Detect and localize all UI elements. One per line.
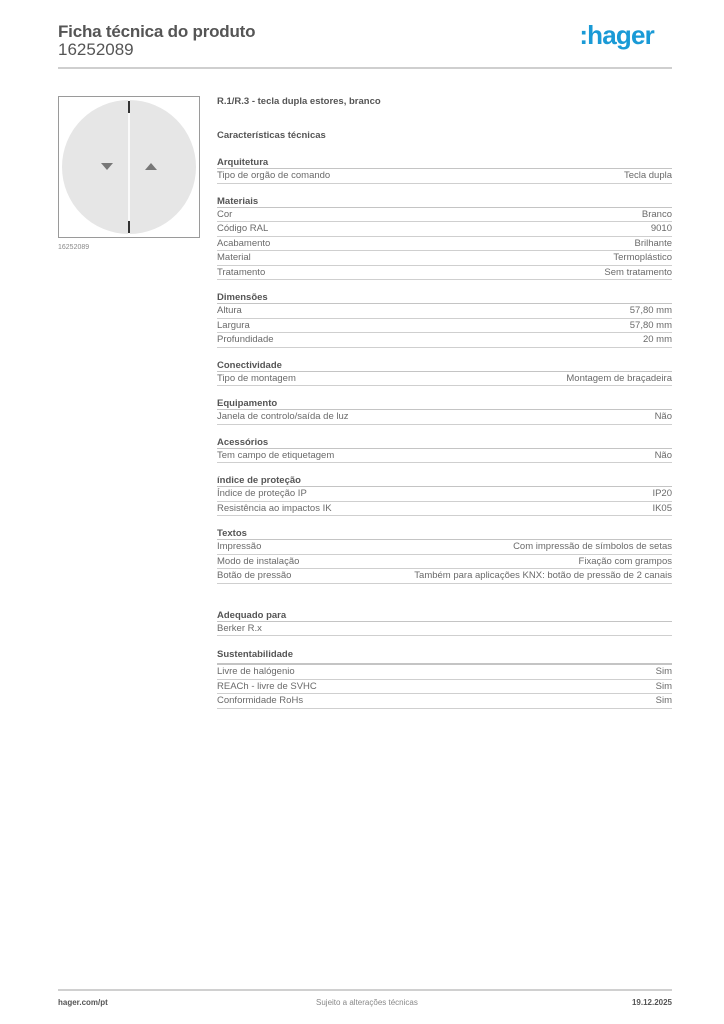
spec-label: Janela de controlo/saída de luz xyxy=(217,411,349,422)
spec-value: IP20 xyxy=(652,488,672,499)
section-title: índice de proteção xyxy=(217,474,672,487)
spec-value: IK05 xyxy=(652,502,672,514)
spec-label: Código RAL xyxy=(217,223,269,234)
spec-row xyxy=(217,169,672,184)
spec-row xyxy=(217,304,672,319)
image-caption: 16252089 xyxy=(58,244,90,251)
spec-label: Profundidade xyxy=(217,334,274,345)
spec-label: Material xyxy=(217,252,251,263)
spec-value: Fixação com grampos xyxy=(578,555,672,567)
spec-row xyxy=(217,680,672,695)
page-title: Ficha técnica do produto xyxy=(58,22,256,41)
spec-value: Com impressão de símbolos de setas xyxy=(513,541,672,552)
section-title: Textos xyxy=(217,527,672,540)
spec-label: Impressão xyxy=(217,541,262,552)
spec-value: 57,80 mm xyxy=(629,319,672,331)
section-title: Acessórios xyxy=(217,436,672,449)
spec-label: REACh - livre de SVHC xyxy=(217,680,317,692)
hager-logo: :hager xyxy=(579,20,654,50)
spec-value: Tecla dupla xyxy=(623,170,672,181)
spec-sections xyxy=(217,156,672,709)
footer-date: 19.12.2025 xyxy=(631,998,672,1007)
spec-value: 57,80 mm xyxy=(629,305,672,316)
spec-section xyxy=(217,648,672,709)
spec-value: Sim xyxy=(655,666,672,677)
spec-label: Modo de instalação xyxy=(217,555,300,567)
spec-label: Tipo de orgão de comando xyxy=(217,170,331,181)
section-title: Materiais xyxy=(217,195,672,208)
spec-row xyxy=(217,410,672,425)
spec-section xyxy=(217,527,672,584)
spec-label: Tem campo de etiquetagem xyxy=(217,449,335,461)
footer-website[interactable]: hager.com/pt xyxy=(58,998,108,1007)
footer-notice: Sujeito a alterações técnicas xyxy=(316,998,418,1007)
header-divider xyxy=(58,67,672,69)
spec-row xyxy=(217,319,672,334)
spec-label: Berker R.x xyxy=(217,622,262,634)
spec-label: Largura xyxy=(217,319,250,331)
section-title: Conectividade xyxy=(217,359,672,372)
section-title: Equipamento xyxy=(217,397,672,410)
spec-value: Não xyxy=(654,449,672,461)
spec-row xyxy=(217,622,672,637)
spec-section xyxy=(217,195,672,281)
spec-label: Conformidade RoHs xyxy=(217,695,304,706)
spec-row xyxy=(217,333,672,348)
spec-label: Acabamento xyxy=(217,237,271,249)
spec-value: Não xyxy=(654,411,672,422)
page-header xyxy=(58,20,672,70)
spec-content xyxy=(217,96,672,709)
spec-row xyxy=(217,665,672,680)
product-image xyxy=(58,96,200,238)
spec-row xyxy=(217,222,672,237)
spec-value: Sem tratamento xyxy=(604,266,672,278)
spec-row xyxy=(217,266,672,281)
section-title: Dimensões xyxy=(217,291,672,304)
spec-label: Tipo de montagem xyxy=(217,372,296,384)
spec-label: Índice de proteção IP xyxy=(217,488,307,499)
footer-divider xyxy=(58,989,672,991)
product-name: R.1/R.3 - tecla dupla estores, branco xyxy=(217,96,381,107)
spec-section xyxy=(217,474,672,516)
section-title: Adequado para xyxy=(217,609,672,622)
switch-illustration xyxy=(59,97,199,237)
spec-row xyxy=(217,555,672,570)
spec-label: Tratamento xyxy=(217,266,266,278)
spec-row xyxy=(217,449,672,464)
spec-value: Brilhante xyxy=(634,237,672,249)
spec-label: Cor xyxy=(217,208,233,220)
spec-section xyxy=(217,397,672,425)
spec-value: Montagem de braçadeira xyxy=(566,372,672,384)
spec-row xyxy=(217,502,672,517)
spec-row xyxy=(217,208,672,223)
spec-value: Também para aplicações KNX: botão de pressão de 2 canais xyxy=(414,570,672,581)
spec-label: Botão de pressão xyxy=(217,570,292,581)
spec-value: Branco xyxy=(641,208,672,220)
spec-row xyxy=(217,487,672,502)
spec-value: 9010 xyxy=(650,223,672,234)
spec-section xyxy=(217,436,672,464)
spec-section xyxy=(217,609,672,637)
spec-label: Altura xyxy=(217,305,242,316)
spec-value: Termoplástico xyxy=(613,252,672,263)
spec-row xyxy=(217,251,672,266)
spec-value: 20 mm xyxy=(642,334,672,345)
spec-row xyxy=(217,540,672,555)
spec-section xyxy=(217,359,672,387)
spec-value: Sim xyxy=(655,680,672,692)
spec-value: Sim xyxy=(655,695,672,706)
spec-section xyxy=(217,291,672,348)
spec-row xyxy=(217,372,672,387)
spec-label: Resistência ao impactos IK xyxy=(217,502,332,514)
spec-row xyxy=(217,694,672,709)
section-title: Arquitetura xyxy=(217,156,672,169)
tech-characteristics-title: Características técnicas xyxy=(217,130,326,141)
spec-row xyxy=(217,569,672,584)
product-code: 16252089 xyxy=(58,40,134,59)
section-title: Sustentabilidade xyxy=(217,648,672,665)
spec-row xyxy=(217,237,672,252)
spec-label: Livre de halógenio xyxy=(217,666,295,677)
spec-section xyxy=(217,156,672,184)
